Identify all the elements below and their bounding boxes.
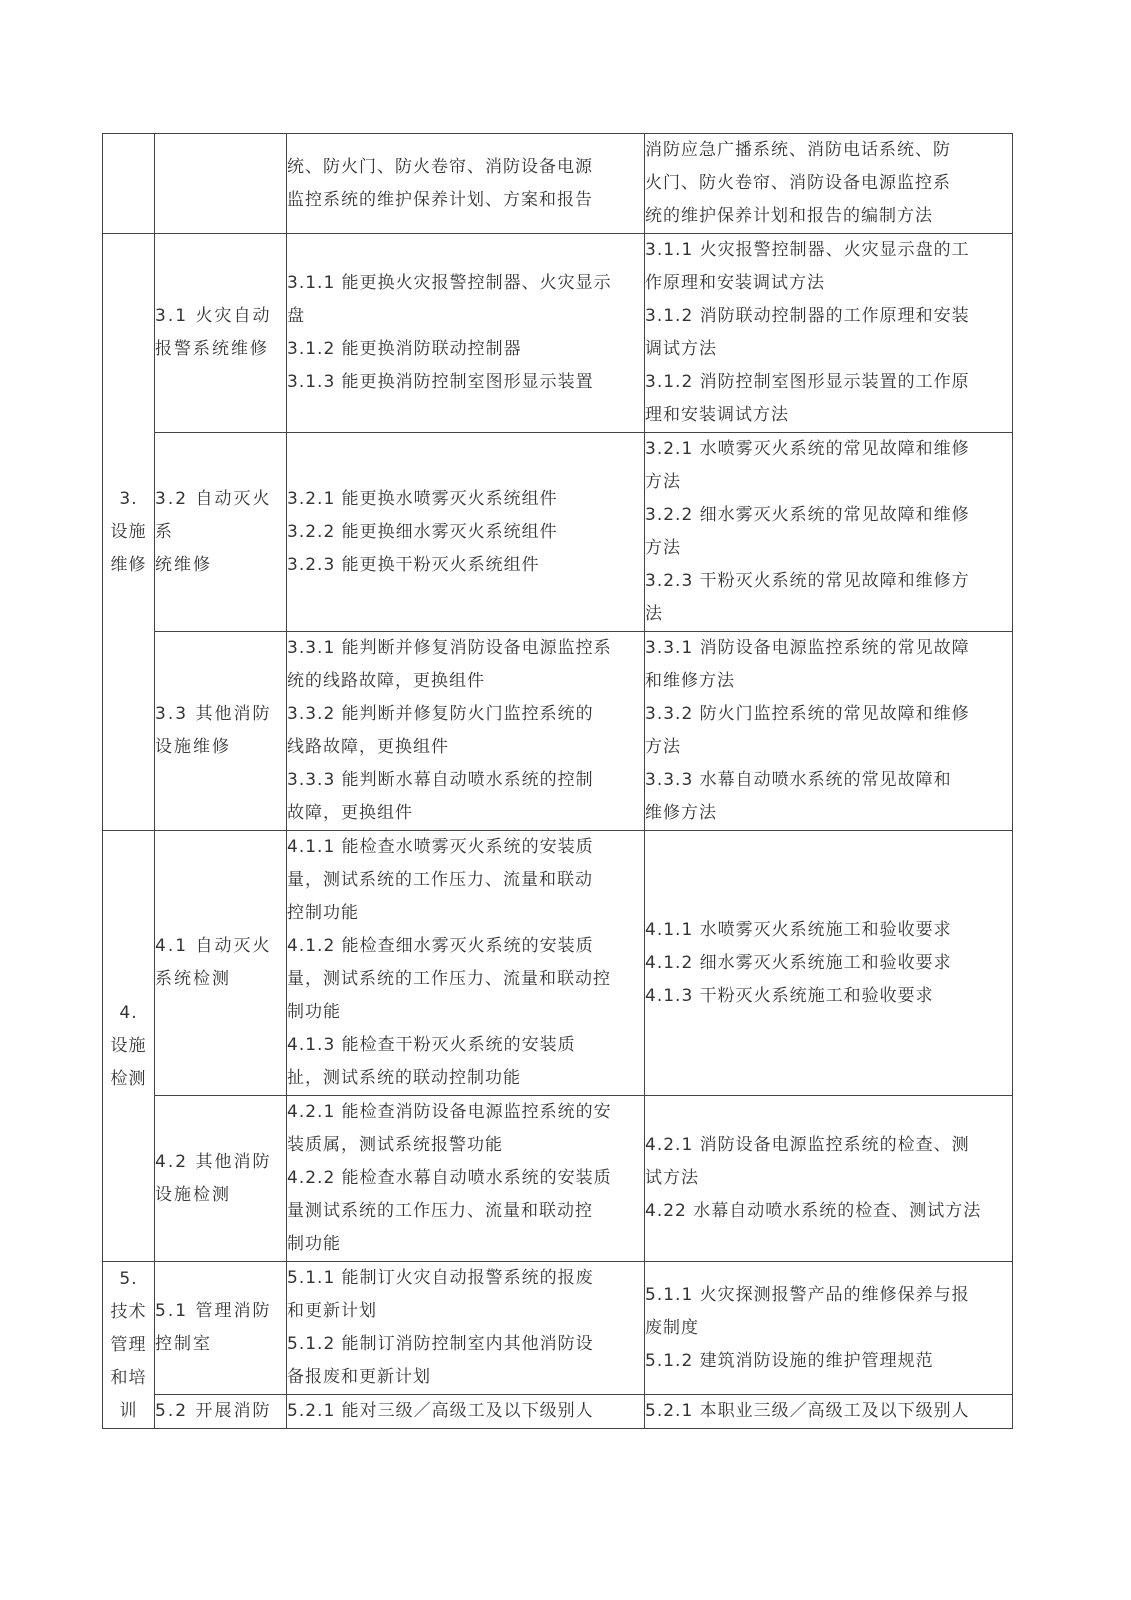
table-row bbox=[103, 1395, 1013, 1429]
function-cell: 3. 设施 维修 bbox=[103, 234, 155, 831]
unit-cell: 3.2 自动灭火系 统维修 bbox=[155, 433, 287, 632]
skill-cell: 4.1.1 能检查水喷雾灭火系统的安装质 量，测试系统的工作压力、流量和联动 控制功能 4.1.2 能检查细水雾灭火系统的安装质 量，测试系统的工作压力、流量和联动控 制功能 4.1.3 能检查干粉灭火系统的安装质 扯，测试系统的联动控制功能 bbox=[287, 831, 645, 1096]
table-row bbox=[103, 134, 1013, 234]
knowledge-cell: 3.3.1 消防设备电源监控系统的常见故障 和维修方法 3.3.2 防火门监控系统的常见故障和维修 方法 3.3.3 水幕自动喷水系统的常见故障和 维修方法 bbox=[645, 632, 1013, 831]
unit-cell: 3.1 火灾自动 报警系统维修 bbox=[155, 234, 287, 433]
unit-cell: 5.2 开展消防 bbox=[155, 1395, 287, 1429]
skill-cell: 3.2.1 能更换水喷雾灭火系统组件 3.2.2 能更换细水雾灭火系统组件 3.2.3 能更换干粉灭火系统组件 bbox=[287, 433, 645, 632]
function-cell: 4. 设施 检测 bbox=[103, 831, 155, 1262]
skill-cell: 统、防火门、防火卷帘、消防设备电源 监控系统的维护保养计划、方案和报告 bbox=[287, 134, 645, 234]
knowledge-cell: 4.1.1 水喷雾灭火系统施工和验收要求 4.1.2 细水雾灭火系统施工和验收要求 4.1.3 干粉灭火系统施工和验收要求 bbox=[645, 831, 1013, 1096]
skill-cell: 3.1.1 能更换火灾报警控制器、火灾显示 盘 3.1.2 能更换消防联动控制器 3.1.3 能更换消防控制室图形显示装置 bbox=[287, 234, 645, 433]
table-row bbox=[103, 1262, 1013, 1395]
knowledge-cell: 5.1.1 火灾探测报警产品的维修保养与报 废制度 5.1.2 建筑消防设施的维护管理规范 bbox=[645, 1262, 1013, 1395]
knowledge-cell: 5.2.1 本职业三级／高级工及以下级别人 bbox=[645, 1395, 1013, 1429]
unit-cell bbox=[155, 134, 287, 234]
table-row bbox=[103, 632, 1013, 831]
knowledge-cell: 4.2.1 消防设备电源监控系统的检查、测 试方法 4.22 水幕自动喷水系统的检查、测试方法 bbox=[645, 1096, 1013, 1262]
unit-cell: 4.1 自动灭火 系统检测 bbox=[155, 831, 287, 1096]
table-row bbox=[103, 433, 1013, 632]
unit-cell: 5.1 管理消防 控制室 bbox=[155, 1262, 287, 1395]
knowledge-cell: 3.1.1 火灾报警控制器、火灾显示盘的工 作原理和安装调试方法 3.1.2 消防联动控制器的工作原理和安装 调试方法 3.1.2 消防控制室图形显示装置的工作原 理和安装调试方法 bbox=[645, 234, 1013, 433]
function-cell bbox=[103, 134, 155, 234]
skill-cell: 5.2.1 能对三级／高级工及以下级别人 bbox=[287, 1395, 645, 1429]
table-row bbox=[103, 1096, 1013, 1262]
unit-cell: 4.2 其他消防 设施检测 bbox=[155, 1096, 287, 1262]
knowledge-cell: 3.2.1 水喷雾灭火系统的常见故障和维修 方法 3.2.2 细水雾灭火系统的常见故障和维修 方法 3.2.3 干粉灭火系统的常见故障和维修方 法 bbox=[645, 433, 1013, 632]
skill-cell: 3.3.1 能判断并修复消防设备电源监控系 统的线路故障，更换组件 3.3.2 能判断并修复防火门监控系统的 线路故障，更换组件 3.3.3 能判断水幕自动喷水系统的控制 故障，更换组件 bbox=[287, 632, 645, 831]
skill-cell: 5.1.1 能制订火灾自动报警系统的报废 和更新计划 5.1.2 能制订消防控制室内其他消防设 备报废和更新计划 bbox=[287, 1262, 645, 1395]
knowledge-cell: 消防应急广播系统、消防电话系统、防 火门、防火卷帘、消防设备电源监控系 统的维护保养计划和报告的编制方法 bbox=[645, 134, 1013, 234]
standards-table bbox=[102, 133, 1013, 1429]
unit-cell: 3.3 其他消防 设施维修 bbox=[155, 632, 287, 831]
skill-cell: 4.2.1 能检查消防设备电源监控系统的安 装质属，测试系统报警功能 4.2.2 能检查水幕自动喷水系统的安装质 量测试系统的工作压力、流量和联动控 制功能 bbox=[287, 1096, 645, 1262]
table-row bbox=[103, 831, 1013, 1096]
table-row bbox=[103, 234, 1013, 433]
function-cell: 5. 技术 管理 和培 训 bbox=[103, 1262, 155, 1429]
